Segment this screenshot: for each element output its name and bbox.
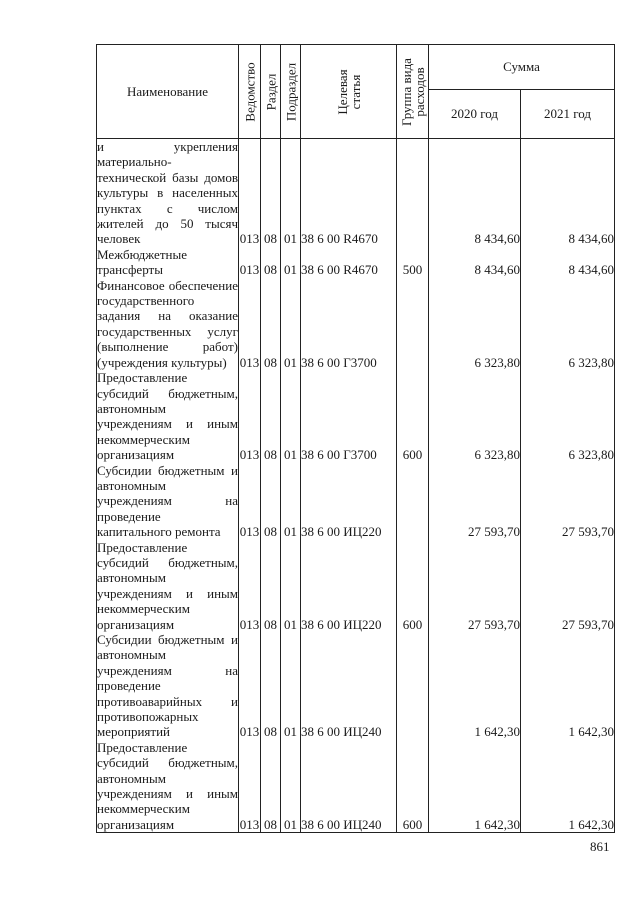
row-vid-rashodov: 600 <box>397 540 429 632</box>
header-year-2020: 2020 год <box>429 90 521 139</box>
row-vedomstvo: 013 <box>239 540 261 632</box>
row-sum-2020: 27 593,70 <box>429 463 521 540</box>
table-row <box>97 632 615 740</box>
row-razdel: 08 <box>261 247 281 278</box>
row-sum-2020: 27 593,70 <box>429 540 521 632</box>
header-razdel: Раздел <box>261 45 281 139</box>
row-vedomstvo: 013 <box>239 740 261 833</box>
row-razdel: 08 <box>261 278 281 370</box>
header-name: Наименование <box>97 45 239 139</box>
row-name: Предоставление субсидий бюджетным, автономным учреждениям и иным некоммерческим организациям <box>97 370 238 463</box>
row-sum-2021: 6 323,80 <box>521 278 615 370</box>
row-sum-2020: 1 642,30 <box>429 632 521 740</box>
row-podrazdel: 01 <box>281 139 301 247</box>
row-sum-2020: 8 434,60 <box>429 139 521 247</box>
row-name: Межбюджетные трансферты <box>97 247 239 278</box>
header-celevaya-statya: Целевая статья <box>301 45 397 139</box>
row-sum-2021: 8 434,60 <box>521 139 615 247</box>
row-podrazdel: 01 <box>281 540 301 632</box>
row-celevaya-statya: 38 6 00 ИЦ240 <box>301 632 397 740</box>
row-vid-rashodov: 500 <box>397 247 429 278</box>
budget-table <box>96 44 615 833</box>
table-row <box>97 139 615 247</box>
header-year-2021: 2021 год <box>521 90 615 139</box>
row-celevaya-statya: 38 6 00 ИЦ240 <box>301 740 397 833</box>
row-sum-2020: 1 642,30 <box>429 740 521 833</box>
row-celevaya-statya: 38 6 00 R4670 <box>301 139 397 247</box>
row-sum-2021: 1 642,30 <box>521 740 615 833</box>
table-row <box>97 247 615 278</box>
row-sum-2021: 27 593,70 <box>521 463 615 540</box>
row-razdel: 08 <box>261 463 281 540</box>
row-celevaya-statya: 38 6 00 Г3700 <box>301 278 397 370</box>
row-vid-rashodov: 600 <box>397 740 429 833</box>
row-vid-rashodov <box>397 278 429 370</box>
row-sum-2021: 8 434,60 <box>521 247 615 278</box>
row-podrazdel: 01 <box>281 632 301 740</box>
row-celevaya-statya: 38 6 00 ИЦ220 <box>301 540 397 632</box>
row-razdel: 08 <box>261 139 281 247</box>
row-name: Финансовое обеспечение государственного задания на оказание государственных услуг (выполнение работ) (учреждения культуры) <box>97 277 238 370</box>
row-razdel: 08 <box>261 370 281 462</box>
row-razdel: 08 <box>261 540 281 632</box>
row-sum-2021: 27 593,70 <box>521 540 615 632</box>
row-name: и укрепления материально-технической базы домов культуры в населенных пунктах с числом жителей до 50 тысяч человек <box>97 139 238 247</box>
row-vid-rashodov <box>397 632 429 740</box>
row-razdel: 08 <box>261 740 281 833</box>
row-celevaya-statya: 38 6 00 ИЦ220 <box>301 463 397 540</box>
row-sum-2020: 6 323,80 <box>429 278 521 370</box>
row-name: Предоставление субсидий бюджетным, автономным учреждениям и иным некоммерческим организациям <box>97 539 238 632</box>
row-sum-2021: 6 323,80 <box>521 370 615 462</box>
row-name: Субсидии бюджетным и автономным учреждениям на проведение противоаварийных и противопожарных мероприятий <box>97 632 238 740</box>
row-vid-rashodov: 600 <box>397 370 429 462</box>
table-row <box>97 540 615 632</box>
header-podrazdel: Подраздел <box>281 45 301 139</box>
page-number: 861 <box>590 839 610 854</box>
row-podrazdel: 01 <box>281 370 301 462</box>
row-name: Предоставление субсидий бюджетным, автономным учреждениям и иным некоммерческим организациям <box>97 739 238 832</box>
row-sum-2020: 6 323,80 <box>429 370 521 462</box>
header-vedomstvo: Ведомство <box>239 45 261 139</box>
row-sum-2020: 8 434,60 <box>429 247 521 278</box>
header-gruppa-vida-rashodov: Группа вида расходов <box>397 45 429 139</box>
row-vedomstvo: 013 <box>239 370 261 462</box>
row-celevaya-statya: 38 6 00 Г3700 <box>301 370 397 462</box>
table-body <box>97 139 615 833</box>
table-row <box>97 463 615 540</box>
row-vedomstvo: 013 <box>239 463 261 540</box>
row-podrazdel: 01 <box>281 740 301 833</box>
header-summa: Сумма <box>429 45 615 90</box>
row-vedomstvo: 013 <box>239 247 261 278</box>
row-podrazdel: 01 <box>281 278 301 370</box>
row-vid-rashodov <box>397 463 429 540</box>
row-vid-rashodov <box>397 139 429 247</box>
row-podrazdel: 01 <box>281 247 301 278</box>
table-row <box>97 370 615 462</box>
table-row <box>97 740 615 833</box>
row-name: Субсидии бюджетным и автономным учреждениям на проведение капитального ремонта <box>97 462 238 540</box>
row-sum-2021: 1 642,30 <box>521 632 615 740</box>
row-celevaya-statya: 38 6 00 R4670 <box>301 247 397 278</box>
row-vedomstvo: 013 <box>239 632 261 740</box>
table-row <box>97 278 615 370</box>
row-razdel: 08 <box>261 632 281 740</box>
row-vedomstvo: 013 <box>239 278 261 370</box>
row-vedomstvo: 013 <box>239 139 261 247</box>
row-podrazdel: 01 <box>281 463 301 540</box>
